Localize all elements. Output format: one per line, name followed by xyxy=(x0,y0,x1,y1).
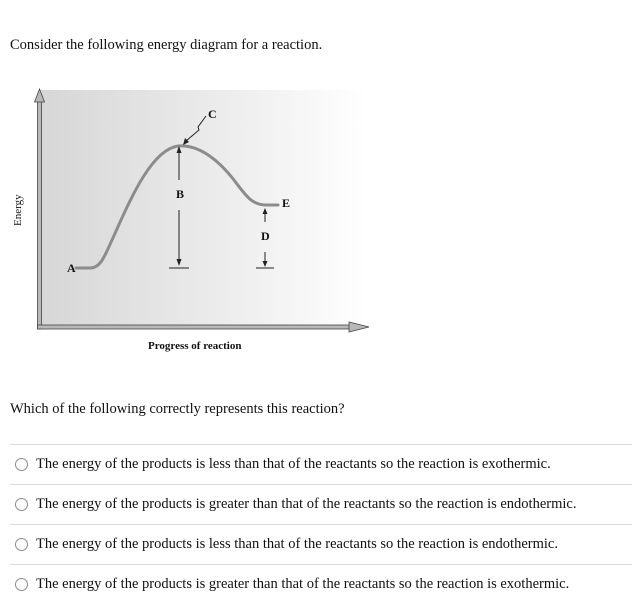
radio-button-icon[interactable] xyxy=(15,498,28,511)
y-axis-label: Energy xyxy=(12,194,24,226)
diagram-background xyxy=(40,90,368,328)
answer-option-2[interactable] xyxy=(10,484,632,524)
energy-diagram xyxy=(0,80,400,365)
question-prompt: Consider the following energy diagram for a reaction. xyxy=(10,37,323,53)
x-axis-label: Progress of reaction xyxy=(148,340,242,352)
answer-options xyxy=(10,444,632,604)
radio-button-icon[interactable] xyxy=(15,538,28,551)
answer-option-label: The energy of the products is greater than that of the reactants so the reaction is endothermic. xyxy=(36,496,577,512)
label-d: D xyxy=(261,229,270,243)
label-b: B xyxy=(176,187,185,201)
answer-option-1[interactable] xyxy=(10,444,632,484)
label-e: E xyxy=(282,196,291,210)
answer-option-3[interactable] xyxy=(10,524,632,564)
answer-option-label: The energy of the products is less than that of the reactants so the reaction is exothermic. xyxy=(36,456,551,472)
answer-option-4[interactable] xyxy=(10,564,632,604)
answer-option-label: The energy of the products is less than that of the reactants so the reaction is endothermic. xyxy=(36,536,558,552)
label-a: A xyxy=(67,261,76,275)
radio-button-icon[interactable] xyxy=(15,578,28,591)
answer-option-label: The energy of the products is greater than that of the reactants so the reaction is exothermic. xyxy=(36,576,570,592)
question-text: Which of the following correctly represents this reaction? xyxy=(10,401,345,417)
radio-button-icon[interactable] xyxy=(15,458,28,471)
label-c: C xyxy=(208,107,217,121)
